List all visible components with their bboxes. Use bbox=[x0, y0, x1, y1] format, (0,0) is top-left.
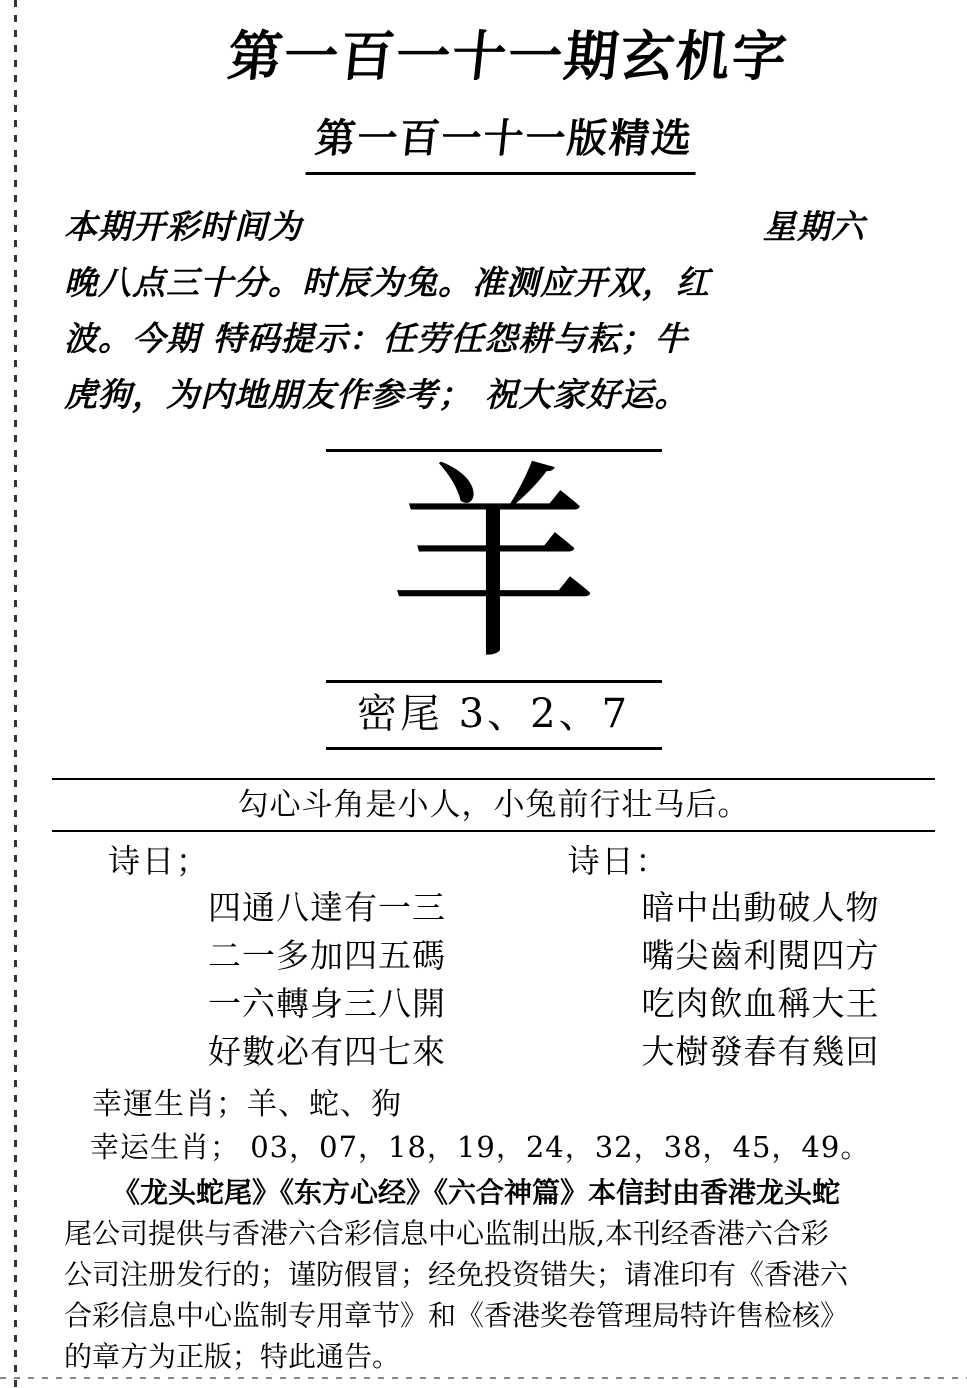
poem-column-right bbox=[494, 838, 942, 1076]
poem-label-right: 诗日： bbox=[567, 842, 670, 880]
notice-line: 合彩信息中心监制专用章节》和《香港奖卷管理局特许售检核》 bbox=[64, 1299, 849, 1332]
feature-character: 羊 bbox=[388, 443, 599, 688]
proverb-text: 勾心斗角是小人，小兔前行壮马后。 bbox=[237, 787, 750, 823]
proverb-section bbox=[52, 778, 935, 832]
poem-line: 暗中出動破人物 bbox=[641, 888, 880, 927]
divider-below-secret-tail bbox=[326, 747, 662, 750]
poem-line: 大樹發春有幾回 bbox=[641, 1032, 880, 1071]
subtitle-wrap bbox=[46, 107, 941, 175]
poem-line: 一六轉身三八開 bbox=[208, 984, 446, 1023]
lucky-zodiac-line: 幸運生肖；羊、蛇、狗 bbox=[92, 1087, 402, 1122]
poem-line: 嘴尖齒利閱四方 bbox=[641, 936, 880, 975]
publisher-notice bbox=[46, 1172, 941, 1377]
notice-line: 尾公司提供与香港六合彩信息中心监制出版,本刊经香港六合彩 bbox=[64, 1217, 829, 1250]
intro-line-3: 波。今期 特码提示：任劳任怨耕与耘；牛 bbox=[64, 319, 689, 358]
page-subtitle: 第一百一十一版精选 bbox=[305, 107, 702, 175]
poem-line: 好數必有四七來 bbox=[208, 1032, 446, 1071]
lucky-numbers-line: 幸运生肖； 03，07，18，19，24，32，38，45，49。 bbox=[90, 1130, 871, 1164]
page-content bbox=[46, 0, 941, 1388]
poem-lines-left bbox=[46, 884, 494, 1076]
poem-line: 吃肉飲血稱大王 bbox=[641, 984, 880, 1023]
lucky-section bbox=[46, 1084, 941, 1168]
notice-line: 《龙头蛇尾》《东方心经》《六合神篇》本信封由香港龙头蛇 bbox=[112, 1176, 841, 1209]
poem-label-left: 诗日； bbox=[108, 842, 211, 880]
poem-lines-right bbox=[494, 884, 942, 1076]
secret-tail-numbers: 密尾 3、2、7 bbox=[356, 691, 631, 737]
draw-weekday: 星期六 bbox=[763, 207, 865, 246]
draw-time-label: 本期开彩时间为 bbox=[64, 207, 302, 246]
proverb-divider-bottom bbox=[52, 830, 935, 832]
notice-line: 公司注册发行的；谨防假冒；经免投资错失；请准印有《香港六 bbox=[64, 1258, 849, 1291]
intro-line-4: 虎狗，为内地朋友作参考； 祝大家好运。 bbox=[64, 375, 689, 414]
intro-line-2: 晚八点三十分。时辰为兔。准测应开双，红 bbox=[64, 263, 710, 302]
feature-character-block bbox=[46, 443, 941, 750]
intro-paragraph bbox=[64, 199, 925, 423]
poem-column-left bbox=[46, 838, 494, 1076]
scan-edge-left bbox=[14, 0, 17, 1388]
poem-line: 二一多加四五碼 bbox=[208, 936, 446, 975]
poem-line: 四通八達有一三 bbox=[208, 888, 446, 927]
intro-line-1 bbox=[64, 199, 925, 255]
poem-columns bbox=[46, 838, 941, 1076]
notice-line: 的章方为正版；特此通告。 bbox=[64, 1340, 401, 1373]
page-title: 第一百一十一期玄机字 bbox=[224, 24, 792, 88]
